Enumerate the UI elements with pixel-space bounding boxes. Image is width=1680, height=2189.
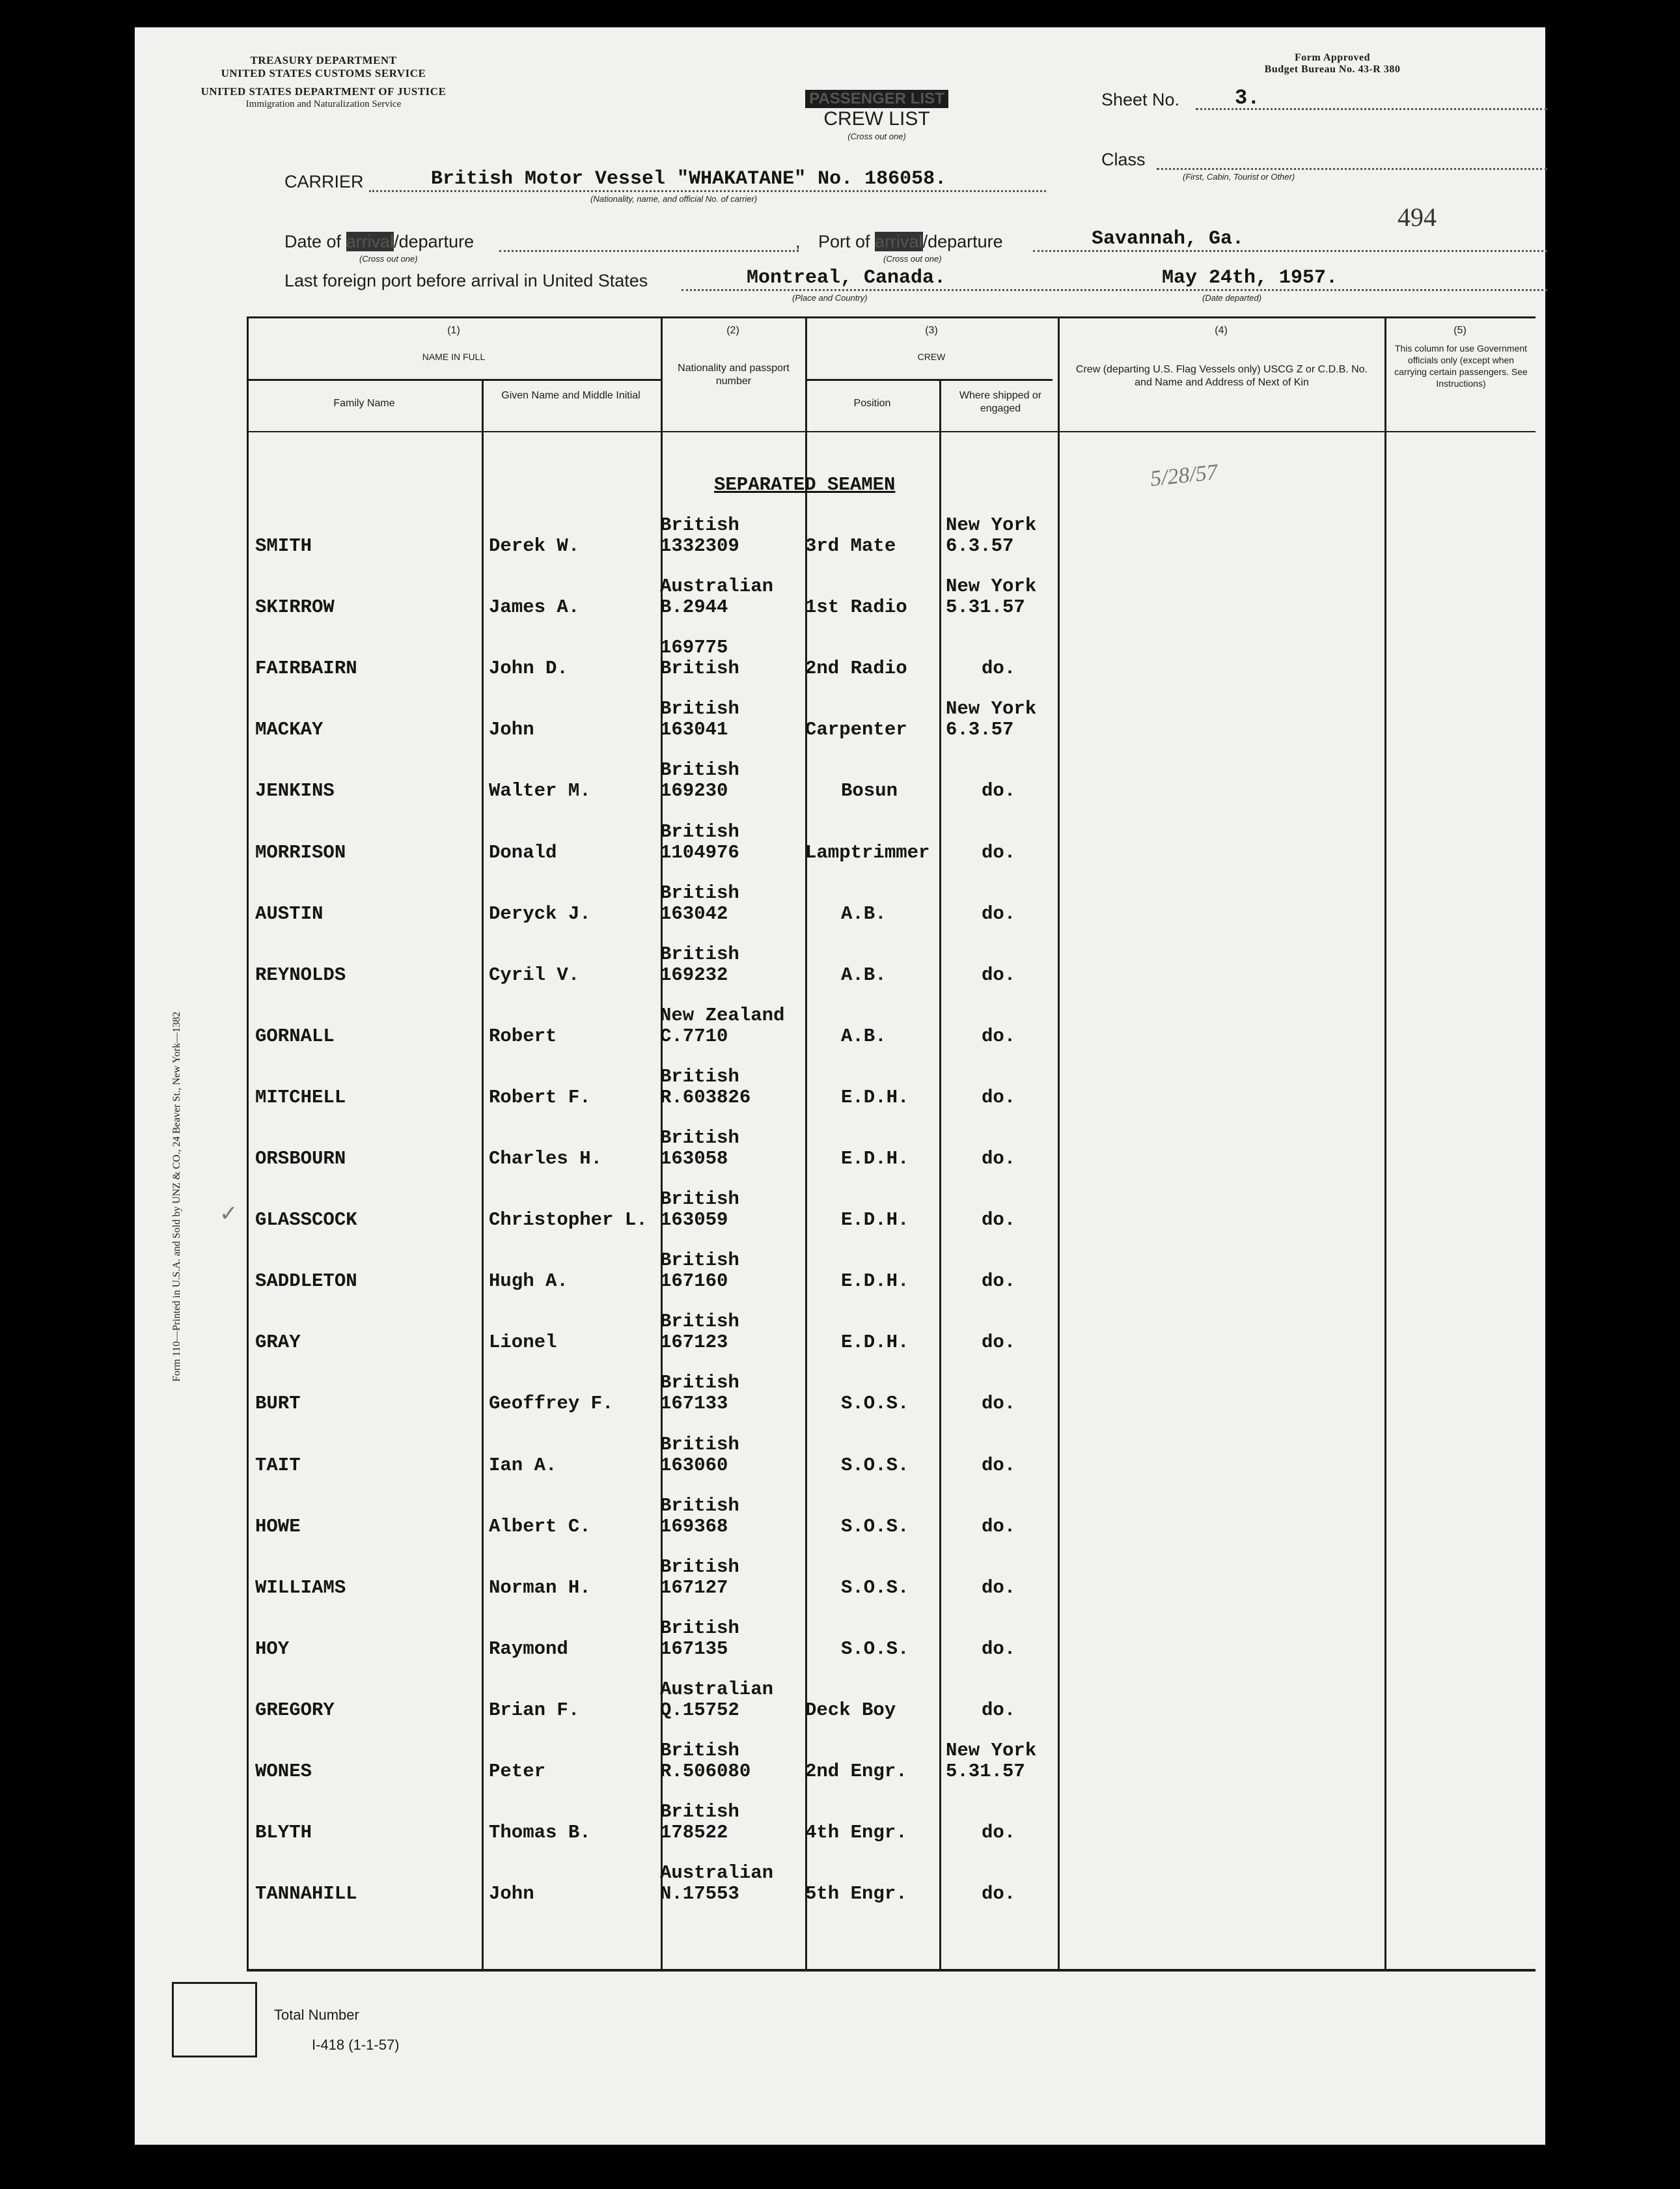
handwritten-page-number: 494 (1398, 202, 1437, 232)
cell-position: 2nd Radio (805, 658, 907, 680)
cell-family: AUSTIN (255, 902, 324, 925)
cell-passport: 167133 (660, 1393, 728, 1415)
cell-family: SMITH (255, 535, 312, 557)
cell-nat: British (660, 1555, 739, 1578)
budget-bureau-no: Budget Bureau No. 43-R 380 (1264, 64, 1401, 75)
cell-where2: do. (982, 1699, 1016, 1721)
cell-where1: New York (946, 514, 1037, 536)
last-port-label: Last foreign port before arrival in United States (284, 271, 648, 290)
cell-nat: British (660, 514, 739, 536)
cell-passport: N.17553 (660, 1883, 739, 1905)
col-where-shipped: Where shipped or engaged (959, 390, 1042, 414)
cell-nat: New Zealand (660, 1004, 785, 1026)
cell-passport: 169230 (660, 780, 728, 802)
col-nationality: Nationality and passport number (678, 363, 790, 387)
cell-nat: British (660, 943, 739, 965)
col-given-name: Given Name and Middle Initial (501, 390, 640, 401)
cell-passport: B.2944 (660, 596, 728, 619)
cell-given: Donald (489, 841, 557, 863)
cell-where2: 6.3.57 (946, 719, 1014, 741)
form-title: CREW LIST (823, 108, 930, 130)
cell-family: TAIT (255, 1454, 301, 1476)
cell-given: John (489, 1883, 534, 1905)
cell-passport: 178522 (660, 1822, 728, 1844)
agency-line-4: Immigration and Naturalization Service (245, 99, 402, 109)
last-port-note: (Place and Country) (792, 293, 868, 303)
cell-given: Walter M. (489, 780, 591, 802)
cell-family: TANNAHILL (255, 1883, 357, 1905)
cell-where2: do. (982, 841, 1016, 863)
cell-where2: do. (982, 1086, 1016, 1108)
cell-family: MORRISON (255, 841, 346, 863)
cell-where2: do. (982, 1638, 1016, 1660)
form-approved: Form Approved (1295, 52, 1370, 63)
class-note: (First, Cabin, Tourist or Other) (1183, 172, 1295, 182)
col-1-title: NAME IN FULL (422, 352, 486, 362)
cell-nat: British (660, 1740, 739, 1761)
cell-family: SKIRROW (255, 596, 335, 619)
cell-position: Bosun (841, 780, 898, 802)
cell-where2: do. (982, 1209, 1016, 1231)
cell-given: Albert C. (489, 1515, 591, 1537)
cell-family: HOWE (255, 1515, 301, 1537)
cell-nat: British (660, 1188, 739, 1210)
cell-family: GRAY (255, 1332, 301, 1354)
col-2-number: (2) (726, 325, 739, 336)
date-note: (Cross out one) (359, 254, 418, 264)
cell-where2: do. (982, 1393, 1016, 1415)
col-3-title: CREW (917, 352, 946, 362)
cell-family: BLYTH (255, 1822, 312, 1844)
cell-passport: 167127 (660, 1576, 728, 1598)
checkmark: ✓ (219, 1202, 238, 1226)
cell-nat: Australian (660, 1678, 774, 1700)
cell-position: S.O.S. (841, 1393, 909, 1415)
col-1-number: (1) (447, 325, 460, 336)
cell-nat: British (660, 1065, 739, 1087)
cell-where1: New York (946, 698, 1037, 720)
cell-family: GREGORY (255, 1699, 335, 1721)
cell-nat: British (660, 1617, 739, 1639)
cell-passport: 167160 (660, 1270, 728, 1292)
cell-given: John (489, 719, 534, 741)
cell-where2: 5.31.57 (946, 596, 1025, 619)
cell-nat: British (660, 1494, 739, 1516)
agency-line-3: UNITED STATES DEPARTMENT OF JUSTICE (200, 85, 447, 98)
col-family-name: Family Name (333, 398, 395, 409)
cell-nat: British (660, 1311, 739, 1333)
cell-nat: British (660, 759, 739, 781)
cell-given: Geoffrey F. (489, 1393, 614, 1415)
cell-given: Hugh A. (489, 1270, 568, 1292)
cell-family: WILLIAMS (255, 1576, 346, 1598)
cell-passport: 163059 (660, 1209, 728, 1231)
cell-where1: New York (946, 1740, 1037, 1761)
col-next-of-kin: Crew (departing U.S. Flag Vessels only) USCG Z or C.D.B. No. and Name and Address of Next of Kin (1075, 364, 1368, 388)
cell-family: HOY (255, 1638, 290, 1660)
cell-given: Peter (489, 1761, 546, 1782)
col-4-number: (4) (1215, 325, 1228, 336)
cell-where2: do. (982, 1025, 1016, 1047)
cell-family: BURT (255, 1393, 301, 1415)
cell-position: A.B. (841, 902, 887, 925)
date-departed-value: May 24th, 1957. (1162, 267, 1338, 289)
cell-where1: New York (946, 576, 1037, 598)
cell-where2: do. (982, 1883, 1016, 1905)
cell-given: Robert (489, 1025, 557, 1047)
cell-where2: do. (982, 1822, 1016, 1844)
cell-position: S.O.S. (841, 1638, 909, 1660)
cell-nat: British (660, 882, 739, 904)
cell-family: MITCHELL (255, 1086, 346, 1108)
cell-position: 4th Engr. (805, 1822, 907, 1844)
cell-passport: C.7710 (660, 1025, 728, 1047)
agency-line-1: TREASURY DEPARTMENT (250, 54, 397, 66)
cell-where2: do. (982, 1576, 1016, 1598)
cell-given: James A. (489, 596, 580, 619)
carrier-label: CARRIER (284, 172, 364, 191)
cell-given: Derek W. (489, 535, 580, 557)
cell-family: GORNALL (255, 1025, 335, 1047)
cell-given: Brian F. (489, 1699, 580, 1721)
cell-given: John D. (489, 658, 568, 680)
cell-family: JENKINS (255, 780, 335, 802)
cell-where2: 5.31.57 (946, 1761, 1025, 1782)
cell-position: E.D.H. (841, 1332, 909, 1354)
port-value: Savannah, Ga. (1092, 228, 1245, 250)
cell-position: A.B. (841, 964, 887, 986)
cell-passport: 163058 (660, 1148, 728, 1169)
cell-position: S.O.S. (841, 1576, 909, 1598)
cell-position: E.D.H. (841, 1270, 909, 1292)
cell-where2: do. (982, 658, 1016, 680)
cell-where2: do. (982, 1332, 1016, 1354)
cell-nat: British (660, 1801, 739, 1823)
cell-family: WONES (255, 1761, 312, 1782)
sheet-label: Sheet No. (1101, 90, 1180, 109)
cell-passport: 167123 (660, 1332, 728, 1354)
agency-line-2: UNITED STATES CUSTOMS SERVICE (221, 67, 426, 79)
cell-nat: Australian (660, 1862, 774, 1884)
cell-passport: Q.15752 (660, 1699, 739, 1721)
last-port-value: Montreal, Canada. (747, 267, 946, 289)
cell-family: GLASSCOCK (255, 1209, 357, 1231)
cell-nat: British (660, 1127, 739, 1149)
cell-where2: do. (982, 780, 1016, 802)
cell-position: Deck Boy (805, 1699, 896, 1721)
carrier-note: (Nationality, name, and official No. of carrier) (590, 194, 758, 204)
cell-given: Thomas B. (489, 1822, 591, 1844)
cell-given: Norman H. (489, 1576, 591, 1598)
handwritten-date: 5/28/57 (1149, 460, 1219, 492)
cell-given: Christopher L. (489, 1209, 648, 1231)
cell-position: S.O.S. (841, 1515, 909, 1537)
cell-given: Robert F. (489, 1086, 591, 1108)
section-title: SEPARATED SEAMEN (714, 474, 896, 495)
printer-side-text: Form 110—Printed in U.S.A. and Sold by UNZ & CO., 24 Beaver St., New York—1382 (171, 1011, 182, 1382)
cell-position: 5th Engr. (805, 1883, 907, 1905)
cell-nat: British (660, 698, 739, 720)
col-position: Position (853, 398, 891, 409)
cell-where2: do. (982, 964, 1016, 986)
cell-where2: do. (982, 1270, 1016, 1292)
cell-position: S.O.S. (841, 1454, 909, 1476)
cell-position: A.B. (841, 1025, 887, 1047)
cell-given: Ian A. (489, 1454, 557, 1476)
cell-position: E.D.H. (841, 1148, 909, 1169)
cross-out-note: (Cross out one) (847, 132, 906, 141)
cell-given: Raymond (489, 1638, 568, 1660)
total-number-label: Total Number (274, 2007, 359, 2023)
col-5-number: (5) (1453, 325, 1467, 336)
cell-nat: 169775 (660, 637, 728, 659)
cell-given: Cyril V. (489, 964, 580, 986)
date-departed-note: (Date departed) (1202, 293, 1262, 303)
cell-passport: 163041 (660, 719, 728, 741)
cell-given: Lionel (489, 1332, 557, 1354)
cell-position: Carpenter (805, 719, 907, 741)
struck-passenger-list: PASSENGER LIST (805, 90, 948, 108)
cell-position: E.D.H. (841, 1086, 909, 1108)
cell-position: 2nd Engr. (805, 1761, 907, 1782)
cell-nat: Australian (660, 576, 774, 598)
cell-family: ORSBOURN (255, 1148, 346, 1169)
cell-nat: British (660, 820, 739, 843)
cell-passport: 1104976 (660, 841, 739, 863)
date-label: Date of arrival/departure (284, 232, 475, 251)
cell-passport: 167135 (660, 1638, 728, 1660)
cell-passport: 163042 (660, 902, 728, 925)
col-3-number: (3) (925, 325, 938, 336)
cell-passport: 163060 (660, 1454, 728, 1476)
crew-list-form: TREASURY DEPARTMENT UNITED STATES CUSTOMS SERVICE UNITED STATES DEPARTMENT OF JUSTICE Immigration and Naturalization Service Form Approved Budget Bureau No. 43-R 380 PASSENGER LIST CREW LIST (Cross out one) Sheet No. 3. Class (First, Cabin, Tourist or Other) 494 CARRIER British Motor Vessel "WHAKATANE" No. 186058. (Nationality, name, and official No. of carrier) Date of arrival/departure , (Cross out one) Port of arrival/departure (Cross out one) Savannah, Ga. Last foreign port before arrival in United States Montreal, Canada. (Place and Country) May 24th, 1957. (Date departed) (1) NAME IN FULL Family Name Given Name and Middle Initial (2) Nationality and passport number (3) CREW Position Where shipped or engaged (4) Crew (departing U.S. Flag Vessels only) USCG Z or C.D.B. No. and Name and Address of Next of Kin (5) This column for use Government officials only (except when carrying certain passengers. See Instructions) SEPARATED SEAMEN 5/28/57 SMITH Derek W. British 1332309 3rd Mate New York 6.3.57 SKIRROW James A. Australian B.2944 1st Radio New York 5.31.57 FAIRBAIRN John D. 169775 British 2nd Radio do. MACKAY John British 163041 Carpenter New York 6.3.57 JENKINS Walter M. British 169230 Bosun do. MORRISON Donald British 1104976 Lamptrimmer do. AUSTIN Deryck J. British 163042 A.B. do. REYNOLDS Cyril V. British 169232 A.B. do. GORNALL Robert New Zealand C.7710 A.B. do. MITCHELL Robert F. British R.603826 E.D.H. do. ORSBOURN Charles H. British 163058 E.D.H. do. GLASSCOCK Christopher L. British 163059 E.D.H. do. SADDLETON Hugh A. British 167160 E.D.H. do. GRAY Lionel British 167123 E.D.H. do. BURT Geoffrey F. British 167133 S.O.S. do. TAIT Ian A. British 163060 S.O.S. do. HOWE Albert C. British 169368 S.O.S. do. WILLIAMS Norman H. British 167127 S.O.S. do. HOY Raymond British 167135 S.O.S. do. GREGORY Brian F. Australian Q.15752 Deck Boy do. WONES Peter British R.506080 2nd Engr. New York 5.31.57 BLYTH Thomas B. British 178522 4th Engr. do. TANNAHILL John Australian N.17553 5th Engr. do. ✓ Total Number I-418 (1-1-57) Form 110—Printed in U.S.A. and Sold by UNZ & CO., 24 Beaver St., New York—1382 (135, 27, 1545, 2145)
cell-passport: R.506080 (660, 1761, 751, 1782)
cell-nat: British (660, 1372, 739, 1394)
carrier-value: British Motor Vessel "WHAKATANE" No. 186058. (431, 168, 947, 190)
cell-position: Lamptrimmer (805, 841, 930, 863)
cell-family: FAIRBAIRN (255, 658, 357, 680)
cell-given: Charles H. (489, 1148, 603, 1169)
cell-passport: R.603826 (660, 1086, 751, 1108)
cell-nat: British (660, 1433, 739, 1455)
port-label: Port of arrival/departure (818, 232, 1003, 251)
cell-nat: British (660, 1249, 739, 1272)
cell-position: 3rd Mate (805, 535, 896, 557)
sheet-number: 3. (1235, 86, 1260, 110)
cell-given: Deryck J. (489, 902, 591, 925)
form-number: I-418 (1-1-57) (312, 2037, 400, 2053)
cell-passport: 169368 (660, 1515, 728, 1537)
cell-family: MACKAY (255, 719, 324, 741)
cell-where2: do. (982, 1515, 1016, 1537)
cell-passport: British (660, 658, 739, 680)
cell-position: 1st Radio (805, 596, 907, 619)
cell-passport: 169232 (660, 964, 728, 986)
total-number-box (172, 1982, 257, 2057)
port-note: (Cross out one) (883, 254, 942, 264)
cell-passport: 1332309 (660, 535, 739, 557)
cell-where2: do. (982, 1454, 1016, 1476)
cell-position: E.D.H. (841, 1209, 909, 1231)
cell-family: SADDLETON (255, 1270, 357, 1292)
cell-family: REYNOLDS (255, 964, 346, 986)
cell-where2: do. (982, 1148, 1016, 1169)
cell-where2: do. (982, 902, 1016, 925)
class-label: Class (1101, 150, 1146, 169)
cell-where2: 6.3.57 (946, 535, 1014, 557)
col-government-use: This column for use Government officials only (except when carrying certain passengers. See Instructions) (1394, 343, 1528, 389)
